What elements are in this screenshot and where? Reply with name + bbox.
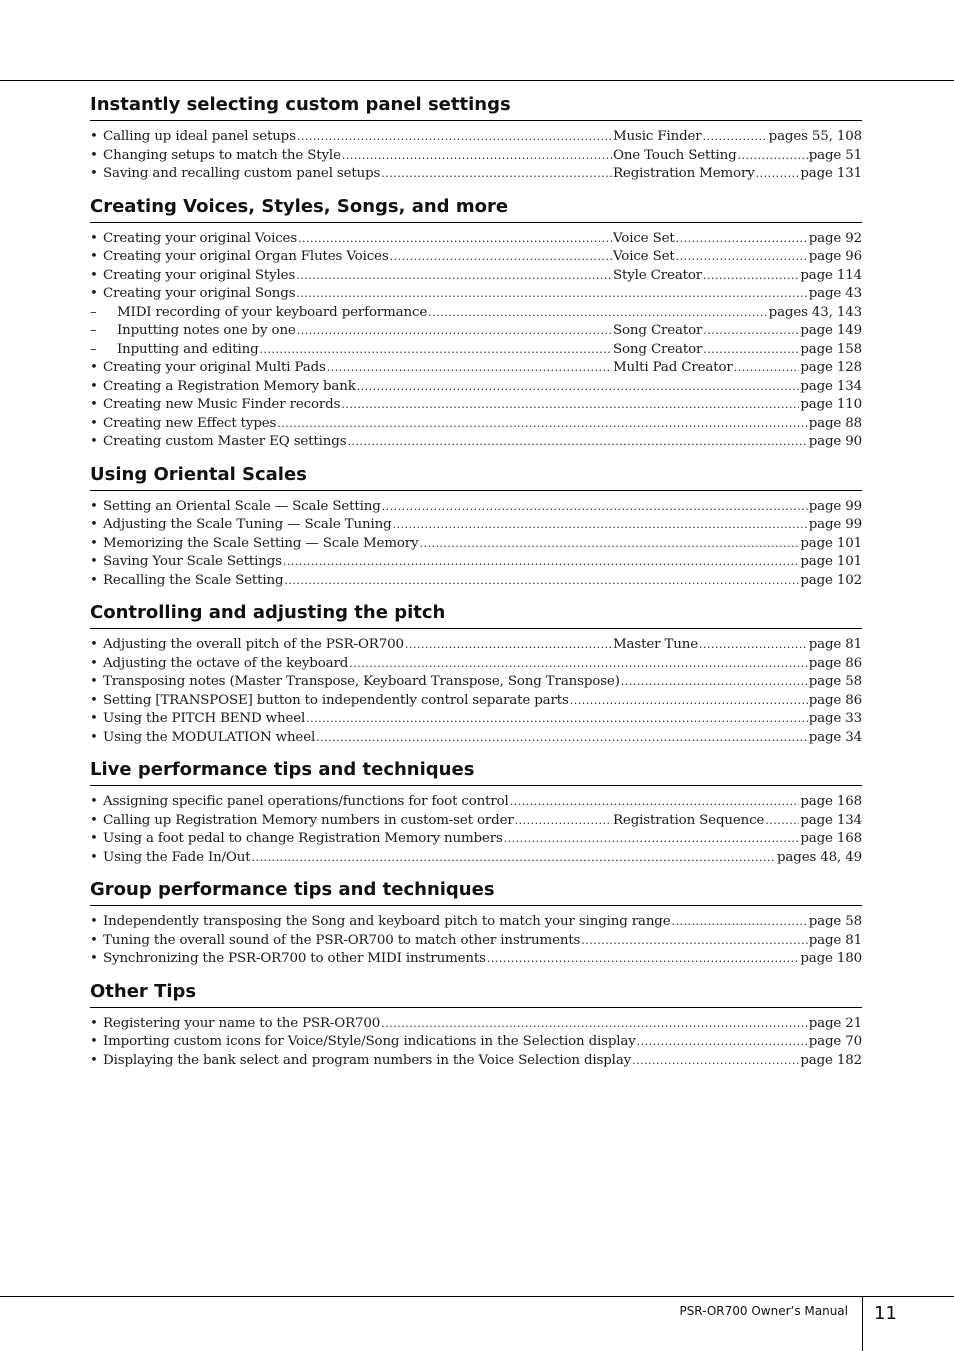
page-reference: page 92	[808, 230, 862, 246]
dot-leader	[316, 729, 808, 748]
section-title: Controlling and adjusting the pitch	[90, 599, 862, 629]
dot-leader	[277, 415, 807, 434]
page-reference: page 128	[800, 360, 862, 375]
bullet-marker: •	[90, 914, 98, 929]
entry-text: Creating your original Multi Pads	[103, 360, 326, 375]
section-title: Instantly selecting custom panel settings	[90, 91, 862, 121]
entry-text: Memorizing the Scale Setting — Scale Memory	[103, 535, 419, 551]
page-reference: page 99	[808, 498, 862, 514]
entry-text: Transposing notes (Master Transpose, Keyboard Transpose, Song Transpose)	[103, 674, 620, 689]
dot-leader	[296, 285, 807, 304]
dot-leader	[327, 359, 612, 378]
list-item	[90, 378, 862, 397]
entry-text: Creating new Music Finder records	[103, 397, 341, 412]
list-item	[90, 572, 862, 591]
bullet-marker: •	[90, 692, 98, 708]
list-item	[90, 128, 862, 147]
entry-text: Inputting notes one by one	[117, 323, 296, 338]
section	[90, 756, 862, 867]
dot-leader	[297, 128, 612, 147]
page-reference: page 158	[800, 341, 862, 357]
entry-text: Setting [TRANSPOSE] button to independently control separate parts	[103, 692, 569, 708]
list-item	[90, 913, 862, 932]
bullet-marker: •	[90, 147, 98, 163]
bullet-marker: •	[90, 517, 98, 532]
list-item	[90, 359, 862, 378]
list-item	[90, 1033, 862, 1052]
page-reference: page 99	[808, 517, 862, 532]
bullet-marker: •	[90, 360, 98, 375]
bullet-marker: •	[90, 729, 98, 745]
bullet-marker: •	[90, 1015, 98, 1031]
section-title: Using Oriental Scales	[90, 461, 862, 491]
dot-leader	[428, 304, 768, 323]
bullet-marker: •	[90, 849, 98, 865]
entry-text: Creating new Effect types	[103, 415, 277, 431]
page-reference: page 102	[800, 572, 862, 588]
sub-entry	[90, 322, 862, 341]
dot-leader	[637, 1033, 808, 1052]
list-item	[90, 165, 862, 184]
manual-name: PSR-OR700 Owner’s Manual	[679, 1304, 848, 1318]
section	[90, 978, 862, 1071]
dot-leader	[381, 165, 612, 184]
bullet-marker: •	[90, 129, 98, 144]
dot-leader	[676, 230, 808, 249]
bullet-marker: •	[90, 397, 98, 412]
entry-text: MIDI recording of your keyboard performance	[117, 304, 428, 320]
top-rule	[0, 80, 954, 81]
list-item	[90, 535, 862, 554]
list-item	[90, 498, 862, 517]
page-reference: page 182	[800, 1052, 862, 1068]
entry-list	[90, 793, 862, 867]
dot-leader	[632, 1052, 799, 1071]
entry-text: Setting an Oriental Scale — Scale Setting	[103, 498, 381, 514]
page-reference: page 51	[808, 147, 862, 163]
bullet-marker: •	[90, 637, 98, 652]
dot-leader	[621, 673, 808, 692]
bullet-marker: •	[90, 794, 98, 809]
page-reference: page 168	[800, 794, 862, 809]
page-reference: page 131	[800, 166, 862, 181]
page-reference: page 149	[800, 323, 862, 338]
entry-text: Assigning specific panel operations/functions for foot control	[103, 794, 509, 809]
entry-text: Adjusting the overall pitch of the PSR-OR700	[103, 637, 404, 652]
feature-name: Master Tune	[613, 637, 698, 652]
dot-leader	[341, 396, 799, 415]
page-reference: page 96	[808, 249, 862, 264]
page-reference: pages 43, 143	[768, 304, 862, 320]
bullet-marker: •	[90, 1034, 98, 1049]
section	[90, 193, 862, 452]
list-item	[90, 729, 862, 748]
entry-text: Recalling the Scale Setting	[103, 572, 284, 588]
page-reference: page 43	[808, 286, 862, 301]
bullet-marker: •	[90, 230, 98, 246]
dot-leader	[349, 655, 808, 674]
section	[90, 599, 862, 747]
page-reference: page 58	[808, 674, 862, 689]
entry-text: Importing custom icons for Voice/Style/Song indications in the Selection display	[103, 1034, 636, 1049]
section-title: Creating Voices, Styles, Songs, and more	[90, 193, 862, 223]
entry-text: Calling up Registration Memory numbers in custom-set order	[103, 812, 514, 828]
dot-leader	[381, 1015, 808, 1034]
feature-name: Voice Set	[613, 249, 675, 264]
list-item	[90, 1052, 862, 1071]
entry-text: Synchronizing the PSR-OR700 to other MIDI instruments	[103, 951, 486, 966]
bullet-marker: •	[90, 267, 98, 283]
page-reference: page 58	[808, 914, 862, 929]
entry-text: Displaying the bank select and program numbers in the Voice Selection display	[103, 1052, 632, 1068]
dot-leader	[581, 932, 807, 951]
list-item	[90, 433, 862, 452]
list-item	[90, 932, 862, 951]
feature-name: Multi Pad Creator	[613, 360, 733, 375]
page-reference: page 33	[808, 711, 862, 726]
list-item	[90, 950, 862, 969]
dot-leader	[510, 793, 800, 812]
section	[90, 876, 862, 969]
entry-text: Adjusting the octave of the keyboard	[103, 655, 349, 671]
list-item	[90, 396, 862, 415]
page-reference: pages 48, 49	[777, 849, 862, 865]
entry-text: Saving Your Scale Settings	[103, 554, 282, 569]
page-reference: page 114	[800, 267, 862, 283]
page-number: 11	[874, 1303, 897, 1324]
page-reference: page 81	[808, 637, 862, 652]
dot-leader	[419, 535, 799, 554]
entry-text: Inputting and editing	[117, 341, 259, 357]
entry-text: Saving and recalling custom panel setups	[103, 166, 381, 181]
dot-leader	[672, 913, 808, 932]
bullet-marker: •	[90, 932, 98, 948]
dash-marker: –	[90, 323, 97, 338]
bullet-marker: •	[90, 286, 98, 301]
dot-leader	[703, 322, 799, 341]
section-title: Group performance tips and techniques	[90, 876, 862, 906]
list-item	[90, 655, 862, 674]
page-reference: page 101	[800, 535, 862, 551]
list-item	[90, 812, 862, 831]
dot-leader	[504, 830, 800, 849]
feature-name: Registration Sequence	[613, 812, 765, 828]
entry-text: Using the Fade In/Out	[103, 849, 251, 865]
dot-leader	[251, 849, 776, 868]
feature-name: One Touch Setting	[613, 147, 737, 163]
page-reference: page 90	[808, 434, 862, 449]
entry-text: Creating your original Songs	[103, 286, 296, 301]
bullet-marker: •	[90, 812, 98, 828]
dot-leader	[676, 248, 808, 267]
page-reference: page 86	[808, 692, 862, 708]
entry-list	[90, 230, 862, 452]
bullet-marker: •	[90, 674, 98, 689]
page-reference: page 180	[800, 951, 862, 966]
dot-leader	[342, 147, 612, 166]
entry-text: Creating custom Master EQ settings	[103, 434, 347, 449]
dash-marker: –	[90, 304, 97, 320]
sub-entry	[90, 341, 862, 360]
feature-name: Song Creator	[613, 323, 703, 338]
dot-leader	[298, 230, 612, 249]
page-reference: page 86	[808, 655, 862, 671]
feature-name: Music Finder	[613, 129, 702, 144]
entry-text: Creating your original Organ Flutes Voices	[103, 249, 389, 264]
bullet-marker: •	[90, 1052, 98, 1068]
bullet-marker: •	[90, 831, 98, 846]
bullet-marker: •	[90, 166, 98, 181]
dot-leader	[393, 516, 808, 535]
page-reference: page 88	[808, 415, 862, 431]
entry-text: Creating your original Voices	[103, 230, 298, 246]
feature-name: Song Creator	[613, 341, 703, 357]
list-item	[90, 147, 862, 166]
bullet-marker: •	[90, 554, 98, 569]
dot-leader	[703, 267, 799, 286]
dot-leader	[347, 433, 807, 452]
dot-leader	[357, 378, 800, 397]
page-reference: page 134	[800, 378, 862, 394]
page-reference: page 168	[800, 831, 862, 846]
section-title: Other Tips	[90, 978, 862, 1008]
entry-list	[90, 498, 862, 591]
page-reference: page 34	[808, 729, 862, 745]
dash-marker: –	[90, 341, 97, 357]
entry-list	[90, 913, 862, 969]
entry-text: Tuning the overall sound of the PSR-OR700 to match other instruments	[103, 932, 581, 948]
list-item	[90, 793, 862, 812]
feature-name: Style Creator	[613, 267, 703, 283]
list-item	[90, 267, 862, 286]
list-item	[90, 673, 862, 692]
entry-text: Creating a Registration Memory bank	[103, 378, 356, 394]
dot-leader	[297, 322, 612, 341]
dot-leader	[703, 341, 799, 360]
dot-leader	[306, 710, 808, 729]
dot-leader	[703, 128, 768, 147]
bullet-marker: •	[90, 711, 98, 726]
bullet-marker: •	[90, 535, 98, 551]
page-reference: page 110	[800, 397, 862, 412]
list-item	[90, 710, 862, 729]
dot-leader	[260, 341, 612, 360]
dot-leader	[382, 498, 808, 517]
dot-leader	[284, 572, 799, 591]
dot-leader	[756, 165, 800, 184]
bullet-marker: •	[90, 249, 98, 264]
entry-text: Adjusting the Scale Tuning — Scale Tuning	[103, 517, 392, 532]
entry-text: Using the MODULATION wheel	[103, 729, 316, 745]
list-item	[90, 830, 862, 849]
footer-divider	[862, 1296, 863, 1351]
entry-text: Calling up ideal panel setups	[103, 129, 296, 144]
section-title: Live performance tips and techniques	[90, 756, 862, 786]
entry-text: Registering your name to the PSR-OR700	[103, 1015, 381, 1031]
dot-leader	[515, 812, 612, 831]
tips-index	[90, 91, 862, 1079]
list-item	[90, 692, 862, 711]
list-item	[90, 849, 862, 868]
bullet-marker: •	[90, 378, 98, 394]
dot-leader	[405, 636, 612, 655]
page-reference: page 70	[808, 1034, 862, 1049]
entry-text: Using the PITCH BEND wheel	[103, 711, 306, 726]
entry-text: Changing setups to match the Style	[103, 147, 341, 163]
entry-text: Creating your original Styles	[103, 267, 296, 283]
page-reference: pages 55, 108	[768, 129, 862, 144]
dot-leader	[738, 147, 808, 166]
list-item	[90, 248, 862, 267]
section	[90, 91, 862, 184]
dot-leader	[487, 950, 799, 969]
list-item	[90, 415, 862, 434]
entry-list	[90, 1015, 862, 1071]
section	[90, 461, 862, 591]
page-reference: page 21	[808, 1015, 862, 1031]
entry-list	[90, 128, 862, 184]
feature-name: Registration Memory	[613, 166, 755, 181]
bullet-marker: •	[90, 415, 98, 431]
entry-text: Independently transposing the Song and keyboard pitch to match your singing range	[103, 914, 671, 929]
dot-leader	[734, 359, 800, 378]
bullet-marker: •	[90, 498, 98, 514]
dot-leader	[699, 636, 808, 655]
list-item	[90, 553, 862, 572]
bullet-marker: •	[90, 434, 98, 449]
dot-leader	[283, 553, 799, 572]
list-item	[90, 230, 862, 249]
list-item	[90, 1015, 862, 1034]
page-reference: page 101	[800, 554, 862, 569]
dot-leader	[390, 248, 612, 267]
bullet-marker: •	[90, 572, 98, 588]
list-item	[90, 516, 862, 535]
dot-leader	[570, 692, 808, 711]
list-item	[90, 285, 862, 304]
entry-list	[90, 636, 862, 747]
dot-leader	[765, 812, 799, 831]
feature-name: Voice Set	[613, 230, 675, 246]
page-reference: page 81	[808, 932, 862, 948]
entry-text: Using a foot pedal to change Registration Memory numbers	[103, 831, 503, 846]
bullet-marker: •	[90, 951, 98, 966]
list-item	[90, 636, 862, 655]
dot-leader	[296, 267, 612, 286]
bullet-marker: •	[90, 655, 98, 671]
page-reference: page 134	[800, 812, 862, 828]
footer-rule	[0, 1296, 954, 1297]
sub-entry	[90, 304, 862, 323]
